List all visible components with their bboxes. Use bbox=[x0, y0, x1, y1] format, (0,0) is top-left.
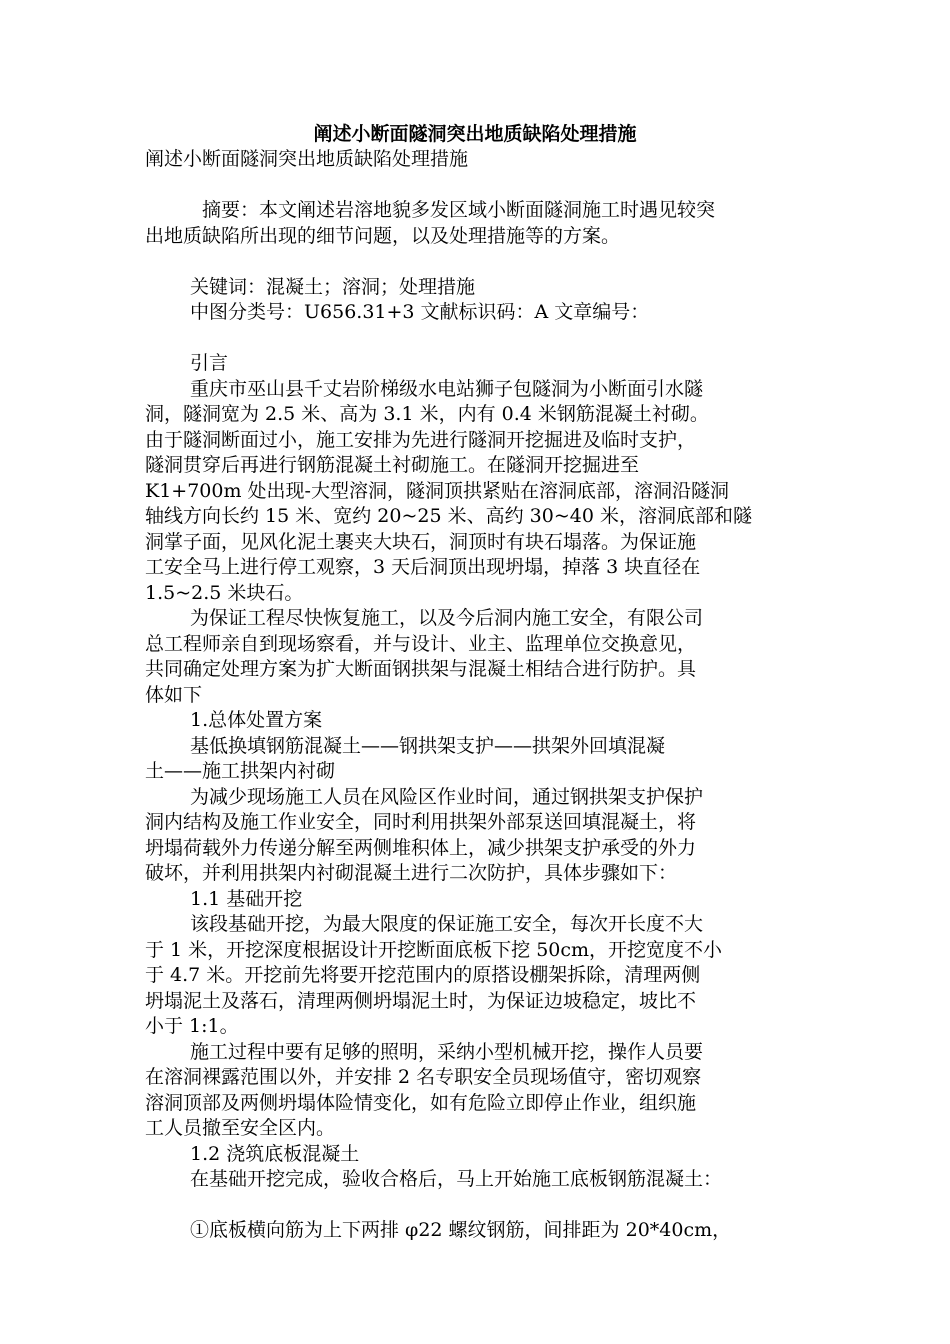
paragraph-line: 1.5~2.5 米块石。 bbox=[145, 581, 304, 604]
intro-paragraph-1 bbox=[145, 377, 825, 607]
section-1-paragraph bbox=[145, 785, 825, 887]
paragraph-line: 总工程师亲自到现场察看，并与设计、业主、监理单位交换意见， bbox=[145, 632, 697, 655]
paragraph-line: 小于 1:1。 bbox=[145, 1015, 239, 1037]
document-body bbox=[145, 147, 825, 1244]
paragraph-line: 坍塌荷载外力传递分解至两侧堆积体上，减少拱架支护承受的外力 bbox=[145, 836, 697, 859]
paragraph-line: 坍塌泥土及落石，清理两侧坍塌泥土时，为保证边坡稳定，坡比不 bbox=[145, 989, 697, 1012]
section-1-heading: 1.总体处置方案 bbox=[190, 709, 323, 731]
paragraph-line: 共同确定处理方案为扩大断面钢拱架与混凝土相结合进行防护。具 bbox=[145, 658, 697, 680]
section-1-2-paragraph: 在基础开挖完成，验收合格后，马上开始施工底板钢筋混凝土： bbox=[190, 1168, 723, 1190]
blank-line bbox=[145, 249, 825, 275]
section-1-2-item-1: ①底板横向筋为上下两排 φ22 螺纹钢筋，间排距为 20*40cm， bbox=[190, 1219, 732, 1241]
section-1-2-heading: 1.2 浇筑底板混凝土 bbox=[190, 1142, 360, 1165]
paragraph-line: 基低换填钢筋混凝土——钢拱架支护——拱架外回填混凝 bbox=[190, 734, 666, 757]
paragraph-line: 隧洞贯穿后再进行钢筋混凝土衬砌施工。在隧洞开挖掘进至 bbox=[145, 454, 640, 476]
document-subtitle: 阐述小断面隧洞突出地质缺陷处理措施 bbox=[145, 148, 469, 170]
section-1-1-heading: 1.1 基础开挖 bbox=[190, 887, 303, 910]
document-title: 阐述小断面隧洞突出地质缺陷处理措施 bbox=[313, 123, 637, 145]
paragraph-line: 由于隧洞断面过小，施工安排为先进行隧洞开挖掘进及临时支护， bbox=[145, 428, 697, 451]
paragraph-line: 土——施工拱架内衬砌 bbox=[145, 760, 336, 782]
abstract bbox=[145, 198, 825, 249]
paragraph-line: 洞内结构及施工作业安全，同时利用拱架外部泵送回填混凝土，将 bbox=[145, 811, 697, 833]
paragraph-line: 为减少现场施工人员在风险区作业时间，通过钢拱架支护保护 bbox=[190, 785, 704, 808]
paragraph-line: 体如下 bbox=[145, 683, 203, 706]
blank-line bbox=[145, 326, 825, 352]
paragraph-line: 在溶洞裸露范围以外，并安排 2 名专职安全员现场值守，密切观察 bbox=[145, 1066, 702, 1088]
keywords: 关键词：混凝土；溶洞；处理措施 bbox=[190, 275, 476, 298]
paragraph-line: 破坏，并利用拱架内衬砌混凝土进行二次防护，具体步骤如下： bbox=[145, 862, 678, 884]
abstract-line: 摘要：本文阐述岩溶地貌多发区域小断面隧洞施工时遇见较突 bbox=[202, 199, 716, 221]
paragraph-line: 施工过程中要有足够的照明，采纳小型机械开挖，操作人员要 bbox=[190, 1040, 704, 1063]
blank-line bbox=[145, 173, 825, 199]
section-1-1-paragraph-2 bbox=[145, 1040, 825, 1142]
blank-line bbox=[145, 1193, 825, 1219]
abstract-line: 出地质缺陷所出现的细节问题，以及处理措施等的方案。 bbox=[145, 224, 621, 247]
paragraph-line: 重庆市巫山县千丈岩阶梯级水电站狮子包隧洞为小断面引水隧 bbox=[190, 377, 704, 400]
paragraph-line: 工人员撤至安全区内。 bbox=[145, 1117, 336, 1139]
paragraph-line: 工安全马上进行停工观察，3 天后洞顶出现坍塌，掉落 3 块直径在 bbox=[145, 556, 701, 578]
intro-heading: 引言 bbox=[190, 352, 229, 374]
paragraph-line: 该段基础开挖，为最大限度的保证施工安全，每次开长度不大 bbox=[190, 913, 704, 935]
paragraph-line: 于 4.7 米。开挖前先将要开挖范围内的原搭设棚架拆除，清理两侧 bbox=[145, 964, 701, 986]
section-1-flow bbox=[145, 734, 825, 785]
paragraph-line: 于 1 米，开挖深度根据设计开挖断面底板下挖 50cm，开挖宽度不小 bbox=[145, 938, 723, 961]
paragraph-line: K1+700m 处出现-大型溶洞，隧洞顶拱紧贴在溶洞底部，溶洞沿隧洞 bbox=[145, 479, 729, 502]
intro-paragraph-2 bbox=[145, 606, 825, 708]
paragraph-line: 洞掌子面，见风化泥土裹夹大块石，洞顶时有块石塌落。为保证施 bbox=[145, 530, 697, 553]
section-1-1-paragraph-1 bbox=[145, 912, 825, 1040]
paragraph-line: 洞，隧洞宽为 2.5 米、高为 3.1 米，内有 0.4 米钢筋混凝土衬砌。 bbox=[145, 403, 709, 425]
classification: 中图分类号：U656.31+3 文献标识码：A 文章编号： bbox=[190, 301, 650, 323]
paragraph-line: 为保证工程尽快恢复施工，以及今后洞内施工安全，有限公司 bbox=[190, 607, 704, 629]
paragraph-line: 轴线方向长约 15 米、宽约 20~25 米、高约 30~40 米，溶洞底部和隧 bbox=[145, 505, 752, 527]
paragraph-line: 溶洞顶部及两侧坍塌体险情变化，如有危险立即停止作业，组织施 bbox=[145, 1091, 697, 1114]
